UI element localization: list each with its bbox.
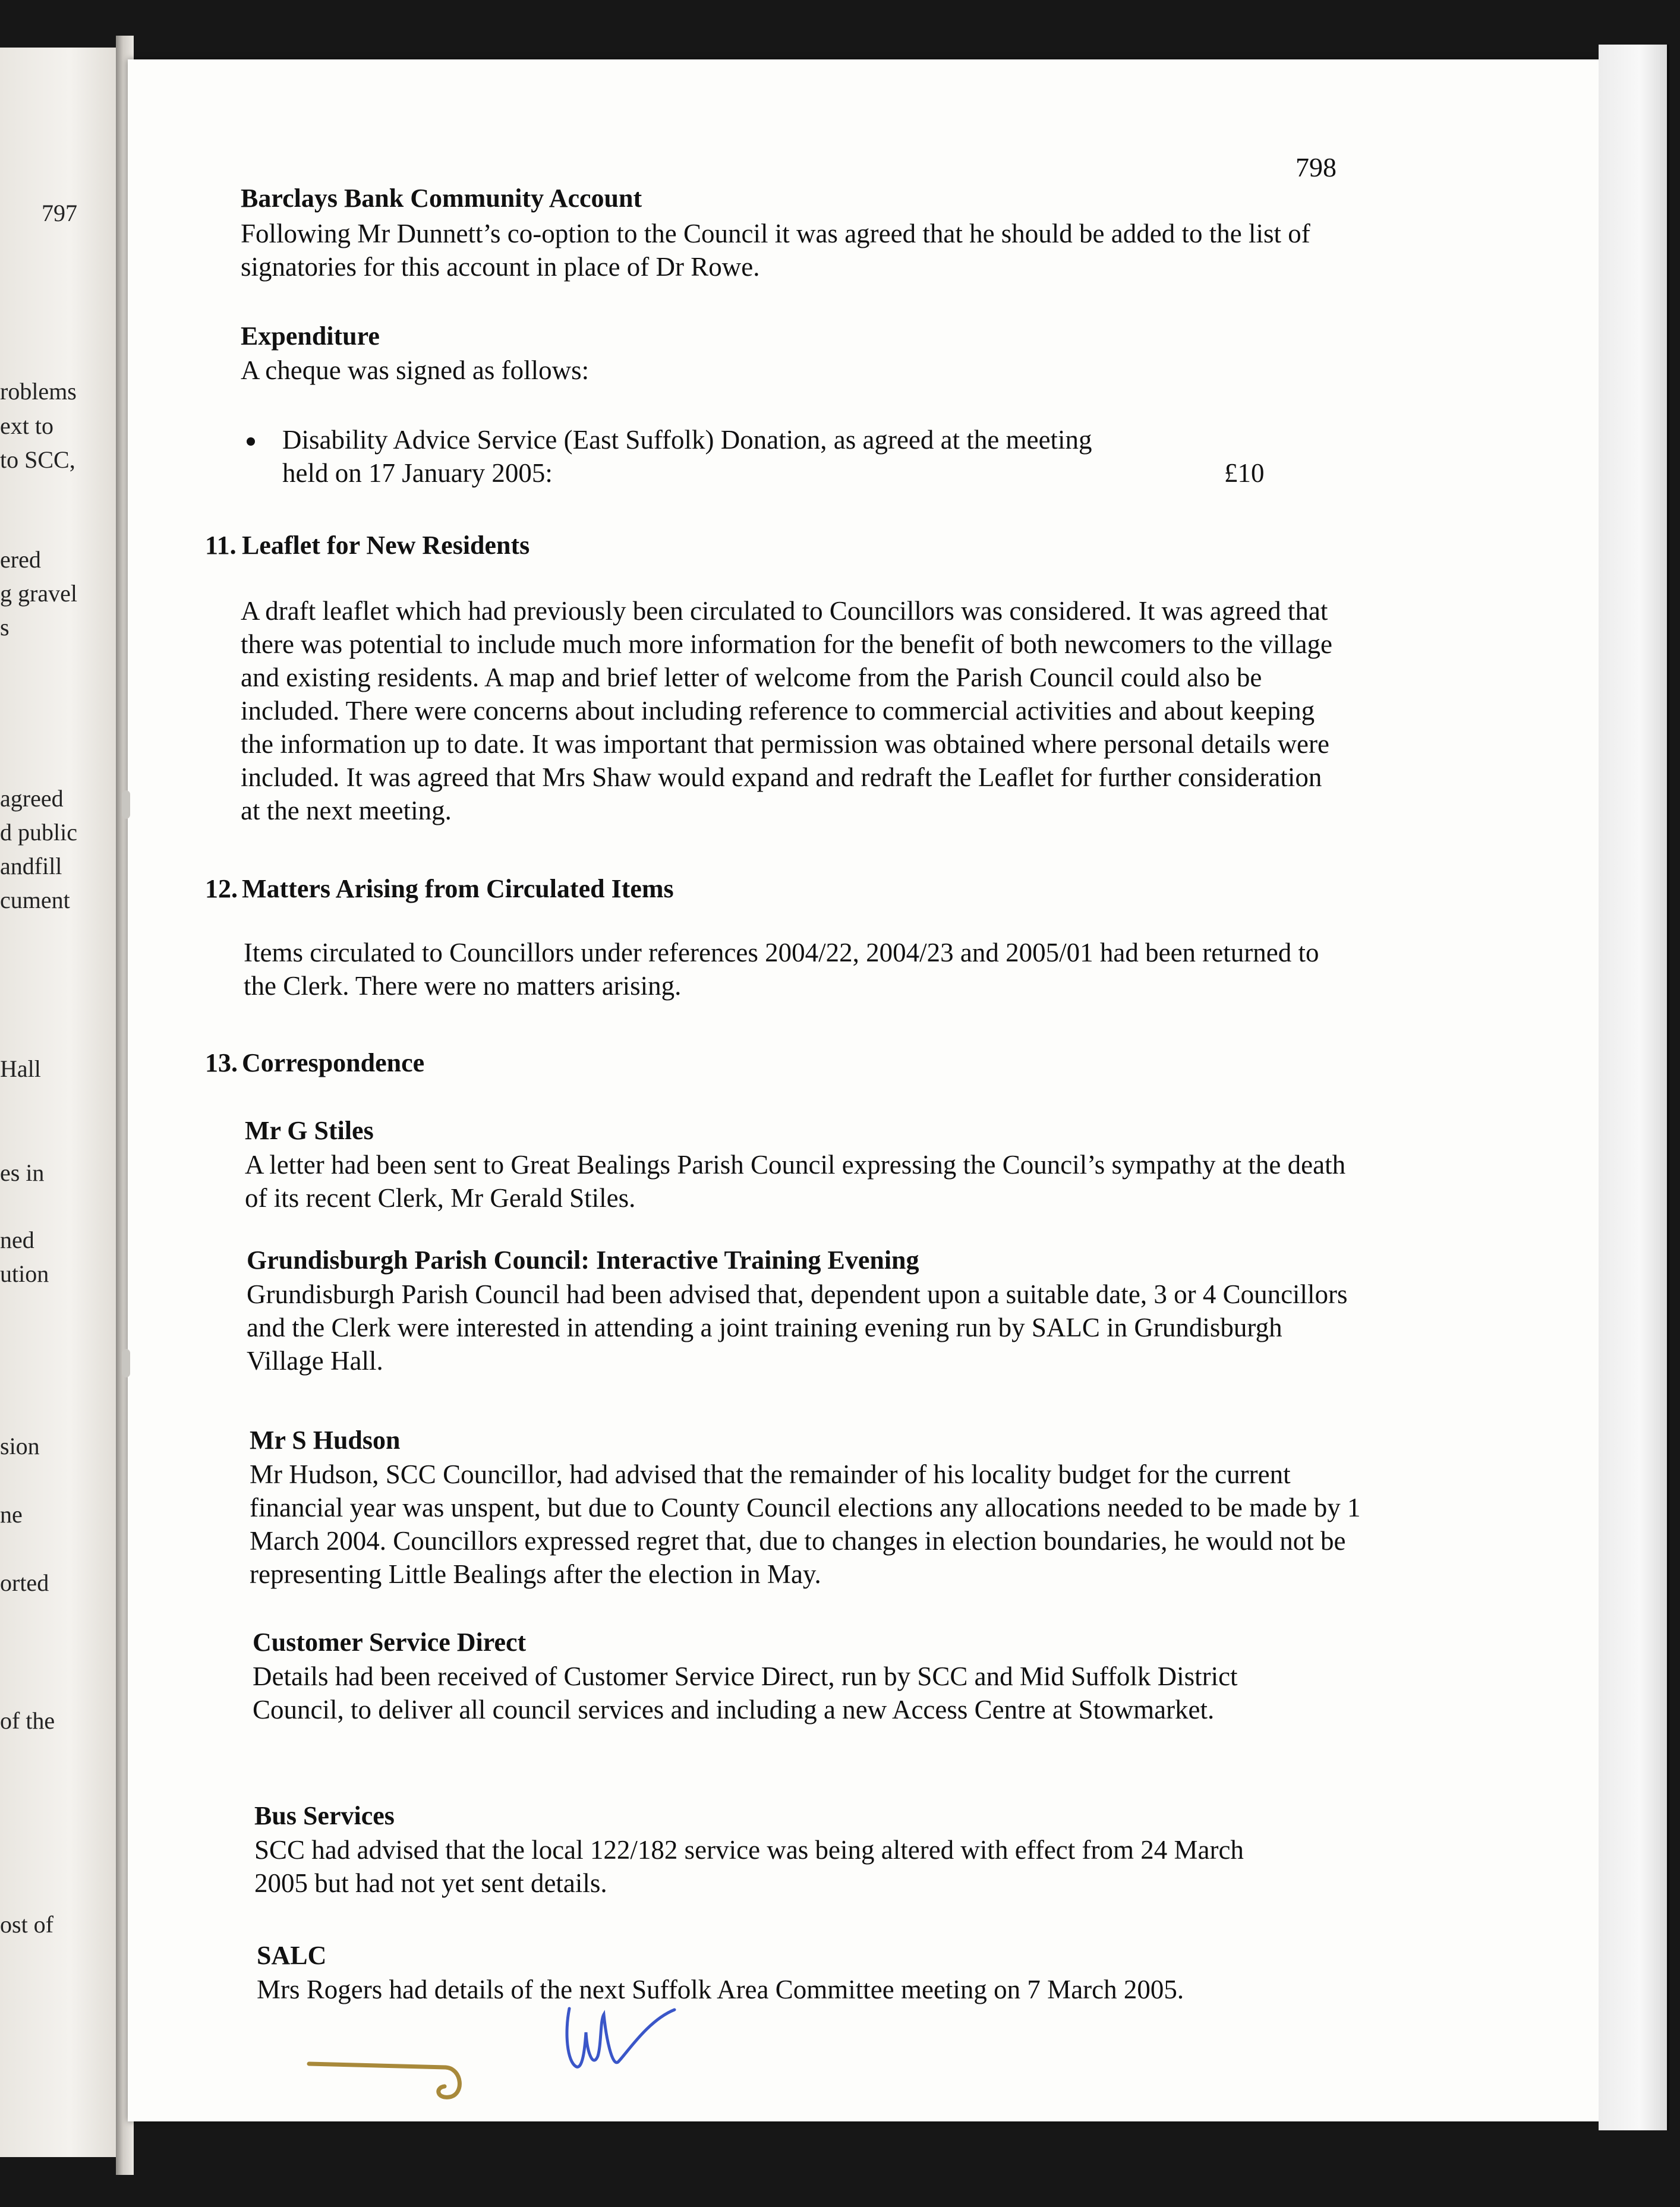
binder-edge xyxy=(1599,45,1669,2130)
previous-page-fragment: es in xyxy=(0,1159,45,1186)
previous-page-fragment: of the xyxy=(0,1707,55,1734)
page-number: 798 xyxy=(1296,152,1337,182)
paragraph-stiles: A letter had been sent to Great Bealings Parish Council expressing the Council’s sympathy at the death of its recent Clerk, Mr Gerald Stiles. xyxy=(245,1150,1346,1213)
section-heading-barclays: Barclays Bank Community Account xyxy=(241,184,642,213)
section-title: Correspondence xyxy=(242,1048,425,1077)
previous-page-fragment: orted xyxy=(0,1569,49,1596)
punch-hole xyxy=(122,790,130,819)
subheading-customer-service: Customer Service Direct xyxy=(253,1628,527,1657)
paragraph-circulated-items: Items circulated to Councillors under references 2004/22, 2004/23 and 2005/01 had been returned to the Clerk. There were no matters arising. xyxy=(244,938,1319,1001)
previous-page-number: 797 xyxy=(42,200,77,226)
previous-page-fragment: g gravel xyxy=(0,580,77,607)
subheading-salc: SALC xyxy=(257,1941,327,1970)
section-heading-13 xyxy=(205,1048,424,1078)
bullet-icon xyxy=(247,437,255,446)
previous-page-fragment: ost of xyxy=(0,1911,53,1938)
paragraph-expenditure: A cheque was signed as follows: xyxy=(241,355,590,385)
paragraph-customer-service: Details had been received of Customer Service Direct, run by SCC and Mid Suffolk District Council, to deliver all council services and including a new Access Centre at Stowmarket. xyxy=(253,1661,1238,1724)
paragraph-hudson: Mr Hudson, SCC Councillor, had advised that the remainder of his locality budget for the current financial year was unspent, but due to County Council elections any allocations needed to be made by 1 March 2004. Councillors expressed regret that, due to changes in election boundaries, he would not be representing Little Bealings after the election in May. xyxy=(250,1459,1361,1589)
paperclip-icon xyxy=(303,2053,475,2118)
section-heading-expenditure: Expenditure xyxy=(241,321,380,351)
previous-page-fragment: ne xyxy=(0,1501,23,1528)
previous-page-fragment: ext to xyxy=(0,412,53,439)
previous-page-fragment: ned xyxy=(0,1227,34,1253)
expenditure-item-amount: £10 xyxy=(1224,458,1265,488)
previous-page-fragment: d public xyxy=(0,819,77,846)
previous-page-fragment: to SCC, xyxy=(0,446,75,473)
previous-page-fragment: roblems xyxy=(0,378,77,405)
previous-page-fragment: ered xyxy=(0,546,41,573)
subheading-grundisburgh: Grundisburgh Parish Council: Interactive Training Evening xyxy=(247,1246,919,1275)
section-title: Leaflet for New Residents xyxy=(242,531,530,560)
previous-page-fragment: Hall xyxy=(0,1055,41,1082)
paragraph-barclays: Following Mr Dunnett’s co-option to the Council it was agreed that he should be added to the list of signatories for this account in place of Dr Rowe. xyxy=(241,219,1310,282)
paragraph-bus-services: SCC had advised that the local 122/182 service was being altered with effect from 24 March 2005 but had not yet sent details. xyxy=(254,1835,1244,1898)
section-number: 11. xyxy=(205,531,237,560)
previous-page-fragment: ution xyxy=(0,1260,49,1287)
previous-page-fragment: agreed xyxy=(0,785,64,812)
previous-page-fragment: s xyxy=(0,614,10,641)
previous-page-fragment: cument xyxy=(0,887,70,913)
punch-hole xyxy=(122,1349,130,1377)
subheading-bus-services: Bus Services xyxy=(254,1801,395,1830)
paragraph-leaflet: A draft leaflet which had previously been circulated to Councillors was considered. It was agreed that there was potential to include much more information for the benefit of both newcomers to the village and existing residents. A map and brief letter of welcome from the Parish Council could also be included. There were concerns about including reference to commercial activities and about keeping the information up to date. It was important that permission was obtained where personal details were included. It was agreed that Mrs Shaw would expand and redraft the Leaflet for further consideration at the next meeting. xyxy=(241,596,1332,825)
previous-page-fragment: andfill xyxy=(0,853,62,879)
section-heading-12 xyxy=(205,874,674,904)
section-heading-11 xyxy=(205,530,529,560)
previous-page xyxy=(0,48,128,2157)
handwritten-initials xyxy=(559,1997,695,2080)
section-title: Matters Arising from Circulated Items xyxy=(242,874,674,903)
section-number: 12. xyxy=(205,874,238,903)
section-number: 13. xyxy=(205,1048,238,1077)
paragraph-grundisburgh: Grundisburgh Parish Council had been advised that, dependent upon a suitable date, 3 or 4 Councillors and the Clerk were interested in attending a joint training evening run by SALC in Grundisburgh Village Hall. xyxy=(247,1279,1348,1376)
subheading-hudson: Mr S Hudson xyxy=(250,1426,401,1455)
subheading-stiles: Mr G Stiles xyxy=(245,1116,374,1145)
previous-page-fragment: sion xyxy=(0,1433,40,1459)
paragraph-salc: Mrs Rogers had details of the next Suffolk Area Committee meeting on 7 March 2005. xyxy=(257,1975,1184,2004)
expenditure-item-text: Disability Advice Service (East Suffolk) Donation, as agreed at the meeting held on 17 January 2005: xyxy=(282,425,1092,488)
